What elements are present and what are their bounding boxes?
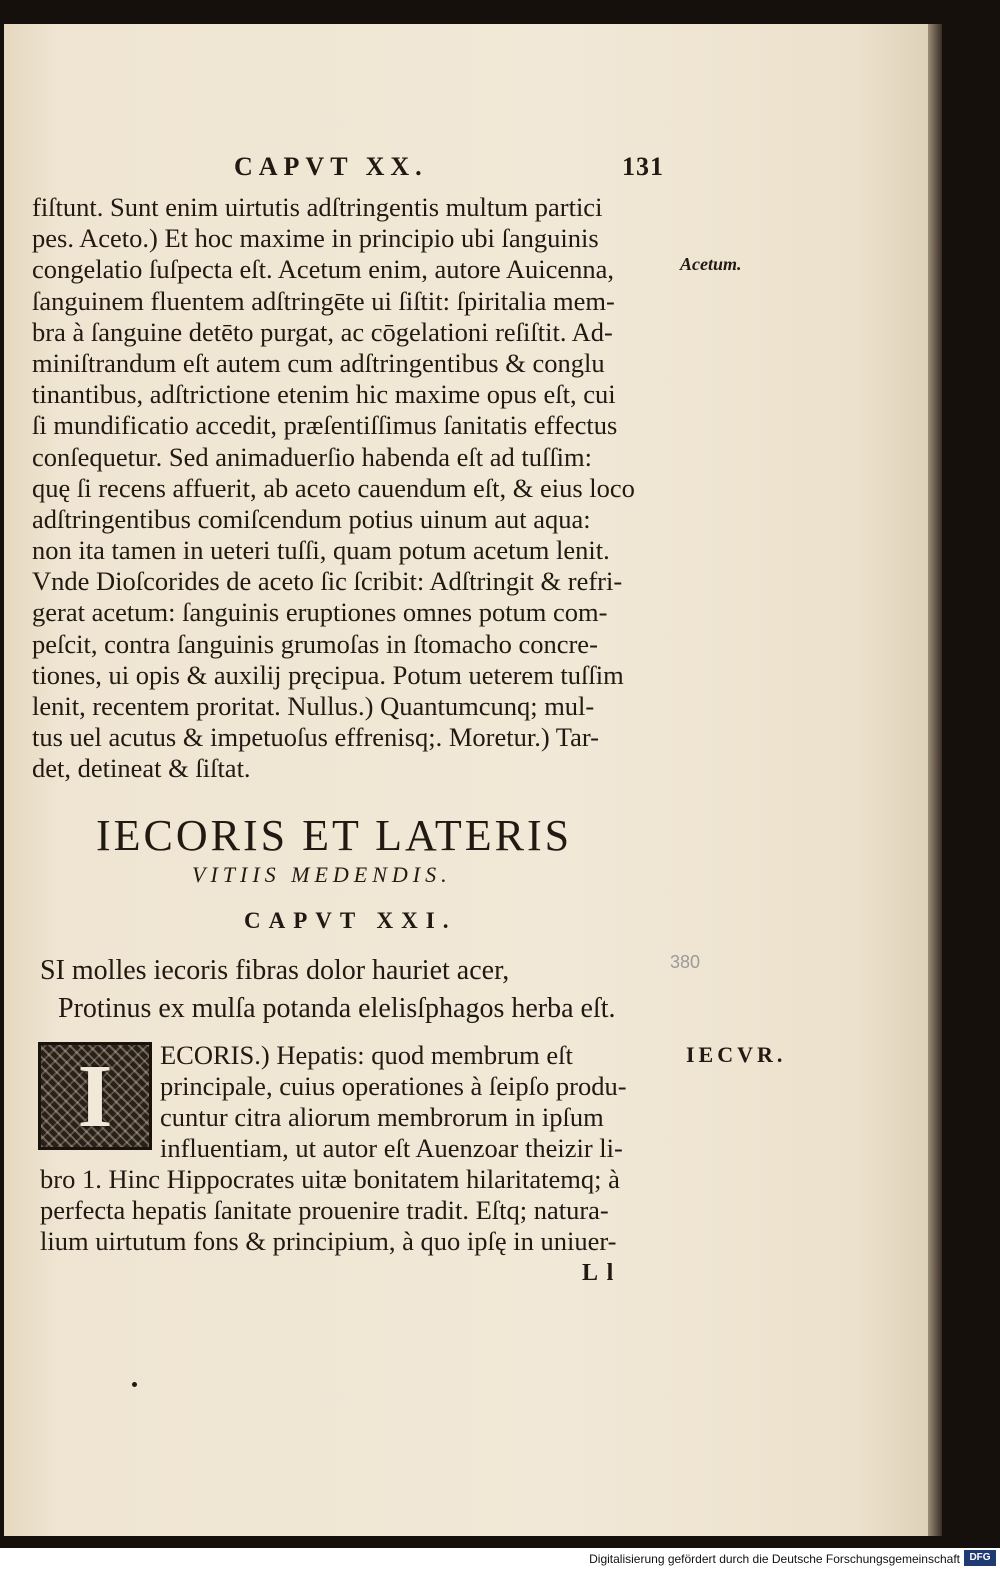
verse — [40, 952, 616, 1028]
text-line: tus uel acutus & impetuoſus effrenisq;. Moretur.) Tar- — [32, 722, 600, 753]
text-line: pes. Aceto.) Et hoc maxime in principio ubi ſanguinis — [32, 223, 599, 254]
text-line: bra à ſanguine detēto purgat, ac cōgelationi reſiſtit. Ad- — [32, 316, 613, 347]
continuation-text — [40, 1164, 680, 1257]
page-edge — [928, 24, 942, 1536]
chapter-title: CAPVT XXI. — [244, 908, 457, 933]
text-line: perfecta hepatis ſanitate prouenire tradit. Eſtq; natura- — [40, 1195, 609, 1225]
pencil-annotation: 380 — [670, 952, 701, 972]
text-line: quę ſi recens affuerit, ab aceto cauendum eſt, & eius loco — [32, 472, 635, 503]
digitization-credit: Digitalisierung gefördert durch die Deutsche Forschungsgemeinschaft — [589, 1552, 960, 1566]
text-line: influentiam, ut autor eſt Auenzoar theizir li- — [160, 1133, 623, 1163]
text-line: miniſtrandum eſt autem cum adſtringentibus & conglu — [32, 347, 605, 378]
text-line: conſequetur. Sed animaduerſio habenda eſt ad tuſſim: — [32, 441, 593, 472]
initial-letter: I — [77, 1046, 113, 1146]
text-line: non ita tamen in ueteri tuſſi, quam potum acetum lenit. — [32, 535, 610, 566]
text-line: bro 1. Hinc Hippocrates uitæ bonitatem hilaritatemq; à — [40, 1164, 620, 1194]
running-head-title: CAPVT XX. — [234, 152, 428, 181]
text-line: fiſtunt. Sunt enim uirtutis adſtringentis multum partici — [32, 192, 603, 222]
text-line: lium uirtutum fons & principium, à quo ipſę in uniuer- — [40, 1226, 617, 1256]
text-line: tinantibus, adſtrictione etenim hic maxime opus eſt, cui — [32, 379, 616, 410]
running-head — [234, 152, 664, 192]
dfg-logo: DFG — [964, 1550, 996, 1566]
text-line: ſanguinem fluentem adſtringēte ui ſiſtit: ſpiritalia mem- — [32, 285, 615, 316]
section-title: IECORIS ET LATERIS — [96, 811, 573, 860]
book-page — [4, 24, 932, 1536]
signature-mark: L l — [582, 1260, 616, 1286]
text-line: peſcit, contra ſanguinis grumoſas in ſtomacho concre- — [32, 628, 598, 659]
text-line: principale, cuius operationes à ſeipſo produ- — [160, 1071, 627, 1101]
text-line: ECORIS.) Hepatis: quod membrum eſt — [160, 1040, 573, 1070]
section-subtitle: VITIIS MEDENDIS. — [192, 862, 452, 887]
text-line: tiones, ui opis & auxilij pręcipua. Potum ueterem tuſſim — [32, 659, 624, 690]
verse-line: SI molles iecoris fibras dolor hauriet acer, — [40, 955, 510, 986]
page-number: 131 — [622, 152, 664, 181]
text-line: congelatio ſuſpecta eſt. Acetum enim, autore Auicenna, — [32, 254, 615, 285]
verse-line: Protinus ex mulſa potanda elelisſphagos herba eſt. — [58, 993, 616, 1024]
decorated-initial — [38, 1042, 152, 1150]
text-line: det, detineat & ſiſtat. — [32, 753, 251, 784]
text-line: lenit, recentem proritat. Nullus.) Quantumcunq; mul- — [32, 691, 595, 721]
text-line: Vnde Dioſcorides de aceto ſic ſcribit: Adſtringit & refri- — [32, 566, 623, 597]
margin-note-acetum: Acetum. — [680, 254, 742, 274]
text-line: adſtringentibus comiſcendum potius uinum aut aqua: — [32, 503, 591, 534]
text-line: cuntur citra aliorum membrorum in ipſum — [160, 1102, 604, 1132]
ink-dot — [132, 1382, 137, 1387]
indented-text — [160, 1040, 680, 1164]
margin-note-iecur: IECVR. — [686, 1042, 787, 1067]
text-line: ſi mundificatio accedit, præſentiſſimus ſanitatis effectus — [32, 410, 618, 441]
text-line: gerat acetum: ſanguinis eruptiones omnes potum com- — [32, 597, 608, 628]
body-text — [32, 192, 672, 785]
